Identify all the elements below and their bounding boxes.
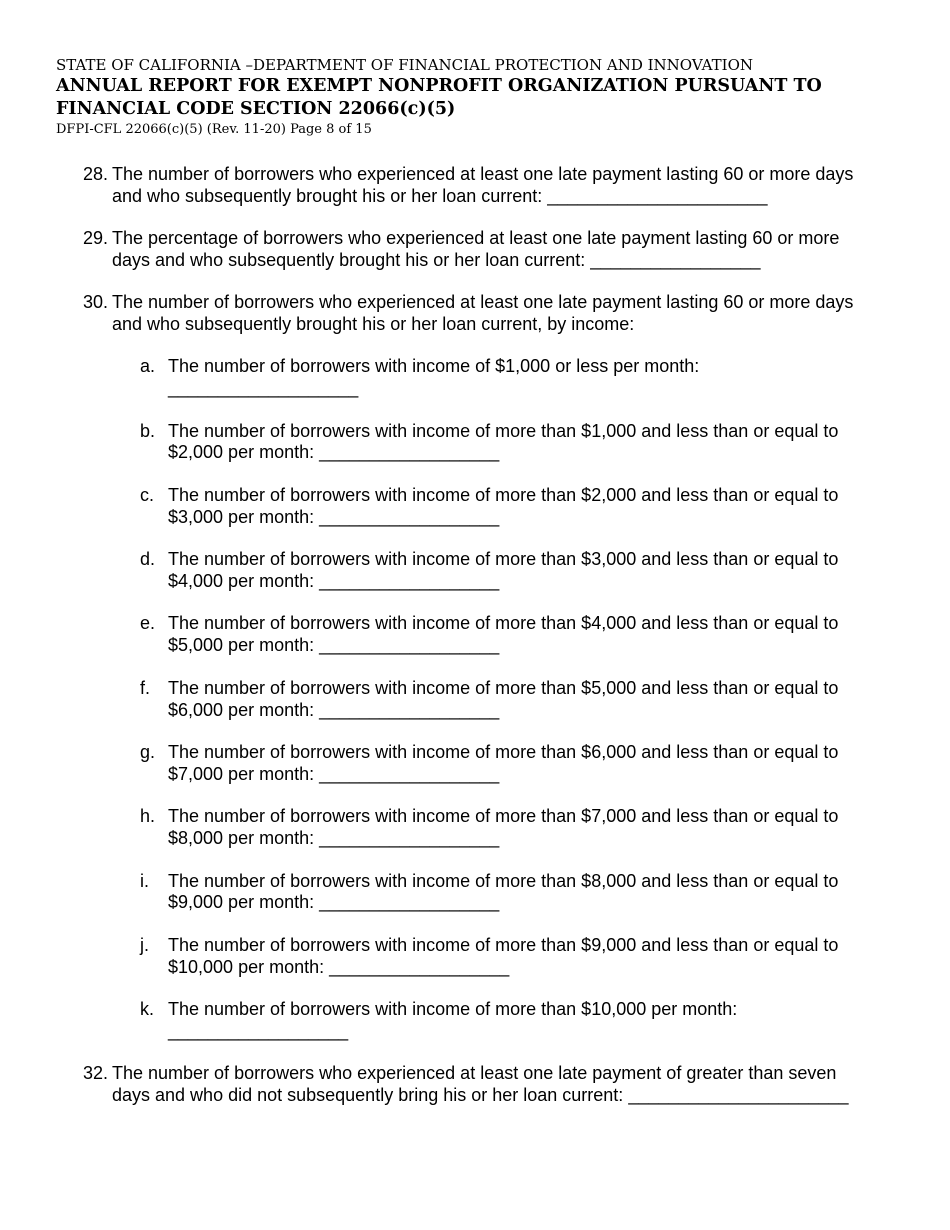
item-letter: c. <box>140 485 155 505</box>
item-letter: i. <box>140 870 149 891</box>
item-answer-line[interactable]: $6,000 per month: __________________ <box>168 699 500 720</box>
income-item-e <box>140 613 880 656</box>
item-text: The number of borrowers with income of more than $1,000 and less than or equal to <box>168 420 839 441</box>
item-letter: d. <box>140 549 156 569</box>
item-letter: b. <box>140 420 156 441</box>
item-text: The number of borrowers with income of more than $10,000 per month: <box>168 999 738 1019</box>
agency-name: STATE OF CALIFORNIA –DEPARTMENT OF FINANCIAL PROTECTION AND INNOVATION <box>56 56 754 74</box>
item-letter: j. <box>140 935 149 955</box>
income-item-i <box>140 871 880 914</box>
question-number: 29. <box>83 228 109 248</box>
question-answer-line[interactable]: and who subsequently brought his or her loan current: ______________________ <box>112 185 768 206</box>
item-answer-line[interactable]: __________________ <box>168 1020 349 1041</box>
form-title-line-2: FINANCIAL CODE SECTION 22066(c)(5) <box>56 99 456 119</box>
question-text-line-1: The number of borrowers who experienced at least one late payment lasting 60 or more days <box>112 292 854 312</box>
income-item-h <box>140 806 880 849</box>
question-answer-line[interactable]: days and who did not subsequently bring his or her loan current: ______________________ <box>112 1084 849 1105</box>
item-letter: f. <box>140 678 151 698</box>
income-item-j <box>140 935 880 978</box>
income-item-g <box>140 742 880 785</box>
question-answer-line[interactable]: days and who subsequently brought his or her loan current: _________________ <box>112 249 761 270</box>
item-text: The number of borrowers with income of more than $6,000 and less than or equal to <box>168 742 839 762</box>
item-text: The number of borrowers with income of more than $5,000 and less than or equal to <box>168 678 839 698</box>
item-text: The number of borrowers with income of more than $3,000 and less than or equal to <box>168 549 839 569</box>
question-number: 28. <box>83 164 109 184</box>
question-number: 30. <box>83 292 109 312</box>
income-item-a <box>140 356 880 399</box>
item-answer-line[interactable]: $2,000 per month: __________________ <box>168 442 500 462</box>
item-answer-line[interactable]: $9,000 per month: __________________ <box>168 892 500 912</box>
item-letter: e. <box>140 613 156 633</box>
question-number: 32. <box>83 1063 109 1083</box>
item-text: The number of borrowers with income of $1,000 or less per month: <box>168 356 700 376</box>
form-id-page-number: DFPI-CFL 22066(c)(5) (Rev. 11-20) Page 8 of 15 <box>56 122 372 137</box>
question-32 <box>83 1063 893 1106</box>
item-letter: h. <box>140 806 156 826</box>
item-text: The number of borrowers with income of more than $7,000 and less than or equal to <box>168 806 839 826</box>
question-29 <box>83 228 893 271</box>
item-text: The number of borrowers with income of more than $9,000 and less than or equal to <box>168 935 839 955</box>
item-answer-line[interactable]: $5,000 per month: __________________ <box>168 634 500 655</box>
item-text: The number of borrowers with income of more than $4,000 and less than or equal to <box>168 613 839 633</box>
income-item-c <box>140 485 880 528</box>
question-text-line-1: The number of borrowers who experienced at least one late payment lasting 60 or more days <box>112 164 854 184</box>
question-text-line-1: The number of borrowers who experienced at least one late payment of greater than seven <box>112 1063 837 1083</box>
question-30 <box>83 292 893 335</box>
item-answer-line[interactable]: $10,000 per month: __________________ <box>168 956 510 977</box>
income-item-f <box>140 678 880 721</box>
item-answer-line[interactable]: $3,000 per month: __________________ <box>168 506 500 527</box>
item-answer-line[interactable]: $8,000 per month: __________________ <box>168 827 500 848</box>
income-item-k <box>140 999 880 1042</box>
item-answer-line[interactable]: ___________________ <box>168 377 359 398</box>
question-28 <box>83 164 893 207</box>
item-answer-line[interactable]: $7,000 per month: __________________ <box>168 763 500 784</box>
item-text: The number of borrowers with income of more than $2,000 and less than or equal to <box>168 485 839 505</box>
form-title-line-1: ANNUAL REPORT FOR EXEMPT NONPROFIT ORGANIZATION PURSUANT TO <box>56 76 822 96</box>
form-header <box>56 55 822 139</box>
item-answer-line[interactable]: $4,000 per month: __________________ <box>168 570 500 591</box>
question-text-line-1: The percentage of borrowers who experienced at least one late payment lasting 60 or more <box>112 228 840 248</box>
item-letter: k. <box>140 999 155 1019</box>
income-item-b <box>140 421 880 464</box>
item-letter: g. <box>140 742 156 762</box>
question-text-line-2: and who subsequently brought his or her loan current, by income: <box>112 313 635 334</box>
item-text: The number of borrowers with income of more than $8,000 and less than or equal to <box>168 870 839 891</box>
item-letter: a. <box>140 356 156 376</box>
income-item-d <box>140 549 880 592</box>
